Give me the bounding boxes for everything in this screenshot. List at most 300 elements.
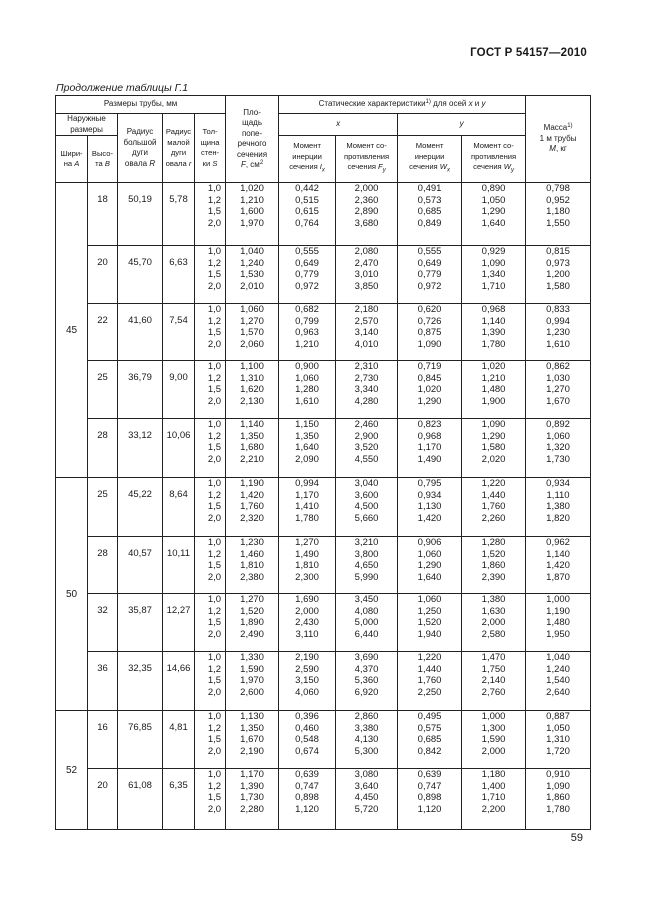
- area-cell: [226, 361, 279, 419]
- table-body: [56, 183, 591, 830]
- fy-value: 2,310: [354, 361, 379, 372]
- wy-value: 2,200: [481, 803, 506, 815]
- radius-small-cell-value: 6,35: [169, 780, 188, 791]
- wall-value: 1,2: [207, 663, 222, 675]
- mass-value: 1,310: [546, 734, 570, 746]
- area-value: 1,390: [240, 780, 264, 792]
- wall-value: 1,5: [207, 327, 222, 339]
- wall-value: 1,0: [207, 769, 222, 780]
- area-value: 2,380: [240, 571, 264, 583]
- table-row: [56, 652, 591, 711]
- ix-cell: [279, 361, 336, 419]
- wall-value: 2,0: [207, 512, 222, 524]
- fy-value: 3,080: [354, 769, 379, 780]
- radius-big-cell: [118, 361, 163, 419]
- ix-header: Момент инерции сечения $I_x$: [279, 136, 336, 183]
- ix-value: 0,615: [295, 206, 319, 218]
- height-b-cell: [88, 361, 118, 419]
- ix-value: 0,898: [295, 792, 319, 804]
- area-value: 2,190: [240, 745, 264, 757]
- wall-value: 1,0: [207, 419, 222, 430]
- fy-value: 3,380: [354, 722, 379, 734]
- wx-value: 1,250: [417, 605, 442, 617]
- axis-x-header: x: [279, 114, 398, 136]
- ix-value: 0,460: [295, 722, 319, 734]
- ix-value: 1,810: [295, 560, 319, 572]
- wx-value: 0,875: [417, 327, 442, 339]
- height-b-cell-value: 25: [97, 489, 108, 500]
- mass-value: 1,540: [546, 675, 570, 687]
- radius-big-cell-value: 32,35: [128, 663, 152, 674]
- ix-cell: [279, 769, 336, 830]
- wall-cell: [195, 537, 226, 594]
- wx-value: 1,640: [417, 571, 442, 583]
- wall-value: 1,2: [207, 780, 222, 792]
- ix-value: 2,190: [295, 652, 319, 663]
- fy-value: 2,000: [354, 183, 379, 194]
- mass-value: 1,140: [546, 548, 570, 560]
- wy-value: 1,470: [481, 652, 506, 663]
- wall-value: 1,5: [207, 206, 222, 218]
- wy-value: 1,340: [481, 269, 506, 281]
- wall-cell: [195, 594, 226, 652]
- wx-value: 1,090: [417, 338, 442, 350]
- fy-value: 5,300: [354, 745, 379, 757]
- wx-value: 0,491: [417, 183, 442, 194]
- height-b-cell-value: 32: [97, 605, 108, 616]
- fy-value: 2,900: [354, 430, 379, 442]
- wy-cell: [462, 246, 526, 304]
- ix-value: 1,610: [295, 395, 319, 407]
- fy-value: 2,730: [354, 372, 379, 384]
- table-row: [56, 246, 591, 304]
- wall-cell: [195, 419, 226, 478]
- wall-value: 2,0: [207, 338, 222, 350]
- wy-value: 2,760: [481, 686, 506, 698]
- fy-value: 2,470: [354, 257, 379, 269]
- ix-value: 2,590: [295, 663, 319, 675]
- area-value: 1,420: [240, 489, 264, 501]
- fy-value: 5,660: [354, 512, 379, 524]
- fy-value: 3,140: [354, 327, 379, 339]
- radius-small-cell-value: 6,63: [169, 257, 188, 268]
- radius-small-cell: [163, 594, 195, 652]
- wall-value: 1,5: [207, 734, 222, 746]
- wall-cell: [195, 652, 226, 711]
- fy-value: 4,130: [354, 734, 379, 746]
- table-row: [56, 594, 591, 652]
- wall-value: 1,5: [207, 442, 222, 454]
- wall-value: 1,2: [207, 315, 222, 327]
- ix-cell: [279, 594, 336, 652]
- fy-cell: [336, 419, 398, 478]
- mass-cell: [526, 183, 591, 246]
- wy-cell: [462, 652, 526, 711]
- wall-cell: [195, 183, 226, 246]
- wy-value: 1,220: [481, 478, 506, 489]
- wy-cell: [462, 183, 526, 246]
- height-b-cell: [88, 711, 118, 769]
- radius-small-cell-value: 10,06: [166, 430, 191, 441]
- wy-value: 1,290: [481, 206, 506, 218]
- wy-value: 1,050: [481, 194, 506, 206]
- wy-cell: [462, 304, 526, 361]
- radius-big-cell-value: 45,70: [128, 257, 152, 268]
- area-value: 1,170: [240, 769, 264, 780]
- wx-value: 1,290: [417, 560, 442, 572]
- ix-value: 2,090: [295, 453, 319, 465]
- radius-small-cell: [163, 769, 195, 830]
- wy-cell: [462, 769, 526, 830]
- ix-value: 1,150: [295, 419, 319, 430]
- area-value: 2,130: [240, 395, 264, 407]
- wall-cell: [195, 246, 226, 304]
- fy-value: 6,920: [354, 686, 379, 698]
- area-cell: [226, 419, 279, 478]
- ix-value: 0,963: [295, 327, 319, 339]
- mass-cell: [526, 537, 591, 594]
- mass-value: 0,833: [546, 304, 570, 315]
- wy-value: 1,630: [481, 605, 506, 617]
- wall-value: 1,2: [207, 605, 222, 617]
- outer-sizes-header: Наружные размеры: [56, 114, 118, 136]
- wy-value: 1,710: [481, 280, 506, 292]
- mass-value: 0,887: [546, 711, 570, 722]
- document-header: ГОСТ Р 54157—2010: [470, 47, 587, 59]
- fy-value: 4,550: [354, 453, 379, 465]
- wx-value: 0,685: [417, 206, 442, 218]
- static-header: Статические характеристики$^{1)}$ для осей x и y: [279, 96, 526, 114]
- wx-value: 0,934: [417, 489, 442, 501]
- wx-value: 0,779: [417, 269, 442, 281]
- radius-small-cell-value: 4,81: [169, 722, 188, 733]
- wall-value: 1,5: [207, 560, 222, 572]
- mass-value: 1,110: [546, 489, 570, 501]
- radius-small-cell-value: 8,64: [169, 489, 188, 500]
- page-number: 59: [570, 832, 583, 844]
- wall-cell: [195, 711, 226, 769]
- ix-cell: [279, 419, 336, 478]
- wy-value: 1,780: [481, 338, 506, 350]
- wy-header: Момент со- противления сечения $W_y$: [462, 136, 526, 183]
- ix-value: 1,350: [295, 430, 319, 442]
- table-row: [56, 769, 591, 830]
- height-b-cell: [88, 246, 118, 304]
- area-cell: [226, 711, 279, 769]
- radius-small-header: Радиус малой дуги овала r: [163, 114, 195, 183]
- wall-value: 1,5: [207, 501, 222, 513]
- wy-value: 1,480: [481, 384, 506, 396]
- fy-cell: [336, 183, 398, 246]
- mass-value: 1,720: [546, 745, 570, 757]
- table-head: [56, 96, 591, 183]
- fy-value: 3,690: [354, 652, 379, 663]
- fy-value: 2,460: [354, 419, 379, 430]
- radius-small-cell: [163, 304, 195, 361]
- fy-value: 3,450: [354, 594, 379, 605]
- area-value: 2,060: [240, 338, 264, 350]
- width-a-header: Шири- на A: [56, 136, 88, 183]
- radius-small-cell: [163, 419, 195, 478]
- ix-value: 0,639: [295, 769, 319, 780]
- height-b-header: Высо- та B: [88, 136, 118, 183]
- radius-big-header: Радиус большой дуги овала R: [118, 114, 163, 183]
- wall-value: 2,0: [207, 453, 222, 465]
- wx-value: 1,290: [417, 395, 442, 407]
- fy-value: 3,040: [354, 478, 379, 489]
- radius-small-cell-value: 12,27: [166, 605, 191, 616]
- wx-value: 0,555: [417, 246, 442, 257]
- wy-value: 2,390: [481, 571, 506, 583]
- wx-value: 0,495: [417, 711, 442, 722]
- wx-value: 0,842: [417, 745, 442, 757]
- height-b-cell-value: 20: [97, 257, 108, 268]
- wy-value: 1,440: [481, 489, 506, 501]
- table-row: [56, 711, 591, 769]
- wy-value: 1,710: [481, 792, 506, 804]
- area-value: 1,620: [240, 384, 264, 396]
- height-b-cell-value: 18: [97, 194, 108, 205]
- ix-value: 0,442: [295, 183, 319, 194]
- wx-cell: [398, 304, 462, 361]
- wall-value: 1,0: [207, 246, 222, 257]
- height-b-cell-value: 16: [97, 722, 108, 733]
- radius-big-cell-value: 61,08: [128, 780, 152, 791]
- ix-cell: [279, 304, 336, 361]
- area-value: 1,600: [240, 206, 264, 218]
- area-value: 1,730: [240, 792, 264, 804]
- fy-cell: [336, 537, 398, 594]
- mass-value: 2,640: [546, 686, 570, 698]
- fy-cell: [336, 478, 398, 537]
- fy-value: 3,600: [354, 489, 379, 501]
- table-row: [56, 537, 591, 594]
- ix-cell: [279, 183, 336, 246]
- height-b-cell-value: 20: [97, 780, 108, 791]
- mass-cell: [526, 711, 591, 769]
- fy-value: 3,010: [354, 269, 379, 281]
- radius-big-cell: [118, 711, 163, 769]
- wx-value: 0,575: [417, 722, 442, 734]
- ix-value: 2,300: [295, 571, 319, 583]
- ix-value: 0,994: [295, 478, 319, 489]
- fy-value: 2,570: [354, 315, 379, 327]
- radius-big-cell: [118, 246, 163, 304]
- mass-value: 1,190: [546, 605, 570, 617]
- wy-value: 2,000: [481, 745, 506, 757]
- area-value: 1,230: [240, 537, 264, 548]
- radius-big-cell: [118, 183, 163, 246]
- fy-cell: [336, 594, 398, 652]
- wx-value: 0,849: [417, 217, 442, 229]
- wy-value: 1,180: [481, 769, 506, 780]
- wy-value: 1,140: [481, 315, 506, 327]
- area-value: 1,680: [240, 442, 264, 454]
- height-b-cell: [88, 594, 118, 652]
- area-value: 1,350: [240, 722, 264, 734]
- radius-big-cell: [118, 478, 163, 537]
- radius-big-cell-value: 76,85: [128, 722, 152, 733]
- wx-cell: [398, 711, 462, 769]
- wy-value: 1,750: [481, 663, 506, 675]
- pipe-properties-table: [55, 95, 591, 830]
- mass-value: 1,950: [546, 628, 570, 640]
- wy-value: 1,390: [481, 327, 506, 339]
- wy-value: 1,640: [481, 217, 506, 229]
- wy-value: 1,520: [481, 548, 506, 560]
- radius-big-cell: [118, 769, 163, 830]
- mass-header: Масса$^{1)}$ 1 м трубы M, кг: [526, 96, 591, 183]
- mass-cell: [526, 594, 591, 652]
- wx-value: 0,906: [417, 537, 442, 548]
- fy-cell: [336, 304, 398, 361]
- fy-value: 3,210: [354, 537, 379, 548]
- ix-value: 1,270: [295, 537, 319, 548]
- ix-value: 1,170: [295, 489, 319, 501]
- ix-value: 1,280: [295, 384, 319, 396]
- area-cell: [226, 769, 279, 830]
- ix-value: 1,060: [295, 372, 319, 384]
- height-b-cell-value: 22: [97, 315, 108, 326]
- mass-value: 1,380: [546, 501, 570, 513]
- area-value: 1,460: [240, 548, 264, 560]
- wx-cell: [398, 419, 462, 478]
- width-a-cell: 52: [56, 711, 88, 830]
- width-a-cell: 45: [56, 183, 88, 478]
- area-value: 2,280: [240, 803, 264, 815]
- radius-small-cell-value: 7,54: [169, 315, 188, 326]
- wx-value: 1,130: [417, 501, 442, 513]
- wall-cell: [195, 304, 226, 361]
- area-cell: [226, 246, 279, 304]
- mass-value: 1,200: [546, 269, 570, 281]
- wx-value: 0,620: [417, 304, 442, 315]
- wy-value: 1,090: [481, 419, 506, 430]
- mass-value: 0,815: [546, 246, 570, 257]
- wx-value: 2,250: [417, 686, 442, 698]
- area-value: 1,520: [240, 605, 264, 617]
- wall-value: 2,0: [207, 280, 222, 292]
- area-value: 1,210: [240, 194, 264, 206]
- ix-value: 0,396: [295, 711, 319, 722]
- area-value: 1,760: [240, 501, 264, 513]
- area-value: 1,240: [240, 257, 264, 269]
- mass-value: 1,180: [546, 206, 570, 218]
- wx-value: 1,170: [417, 442, 442, 454]
- wall-value: 2,0: [207, 628, 222, 640]
- height-b-cell-value: 25: [97, 372, 108, 383]
- table-row: [56, 304, 591, 361]
- wy-value: 2,260: [481, 512, 506, 524]
- wall-cell: [195, 478, 226, 537]
- wx-cell: [398, 652, 462, 711]
- height-b-cell: [88, 769, 118, 830]
- wall-value: 1,5: [207, 792, 222, 804]
- wall-value: 2,0: [207, 686, 222, 698]
- height-b-cell-value: 28: [97, 430, 108, 441]
- table-row: [56, 183, 591, 246]
- area-value: 1,590: [240, 663, 264, 675]
- radius-small-cell: [163, 246, 195, 304]
- mass-value: 1,860: [546, 792, 570, 804]
- mass-value: 1,270: [546, 384, 570, 396]
- wx-value: 0,639: [417, 769, 442, 780]
- fy-value: 4,010: [354, 338, 379, 350]
- ix-value: 1,490: [295, 548, 319, 560]
- wall-value: 2,0: [207, 217, 222, 229]
- ix-value: 0,900: [295, 361, 319, 372]
- mass-value: 1,870: [546, 571, 570, 583]
- area-cell: [226, 478, 279, 537]
- mass-value: 1,040: [546, 652, 570, 663]
- fy-value: 3,520: [354, 442, 379, 454]
- width-a-cell: 50: [56, 478, 88, 711]
- wx-cell: [398, 769, 462, 830]
- wx-cell: [398, 537, 462, 594]
- mass-cell: [526, 304, 591, 361]
- fy-cell: [336, 711, 398, 769]
- ix-cell: [279, 652, 336, 711]
- height-b-cell: [88, 537, 118, 594]
- area-value: 1,570: [240, 327, 264, 339]
- ix-value: 4,060: [295, 686, 319, 698]
- wall-value: 2,0: [207, 395, 222, 407]
- area-value: 1,130: [240, 711, 264, 722]
- ix-value: 1,690: [295, 594, 319, 605]
- mass-cell: [526, 478, 591, 537]
- wx-value: 0,968: [417, 430, 442, 442]
- radius-small-cell: [163, 361, 195, 419]
- radius-small-cell-value: 10,11: [166, 548, 191, 559]
- area-value: 1,890: [240, 617, 264, 629]
- area-value: 1,140: [240, 419, 264, 430]
- ix-cell: [279, 246, 336, 304]
- wy-value: 1,300: [481, 722, 506, 734]
- area-value: 2,320: [240, 512, 264, 524]
- wy-value: 1,860: [481, 560, 506, 572]
- wy-value: 1,590: [481, 734, 506, 746]
- wall-value: 1,2: [207, 430, 222, 442]
- wall-value: 1,2: [207, 722, 222, 734]
- ix-value: 0,779: [295, 269, 319, 281]
- fy-value: 2,860: [354, 711, 379, 722]
- radius-big-cell: [118, 652, 163, 711]
- mass-value: 0,952: [546, 194, 570, 206]
- wall-value: 1,0: [207, 594, 222, 605]
- ix-value: 2,430: [295, 617, 319, 629]
- fy-value: 2,890: [354, 206, 379, 218]
- area-value: 1,270: [240, 594, 264, 605]
- mass-value: 1,480: [546, 617, 570, 629]
- wall-cell: [195, 361, 226, 419]
- ix-value: 0,649: [295, 257, 319, 269]
- area-value: 1,020: [240, 183, 264, 194]
- wall-value: 1,2: [207, 257, 222, 269]
- radius-big-cell: [118, 419, 163, 478]
- area-value: 2,010: [240, 280, 264, 292]
- fy-value: 4,280: [354, 395, 379, 407]
- area-value: 1,350: [240, 430, 264, 442]
- area-cell: [226, 652, 279, 711]
- wy-value: 0,890: [481, 183, 506, 194]
- mass-cell: [526, 419, 591, 478]
- wx-value: 0,972: [417, 280, 442, 292]
- radius-big-cell: [118, 537, 163, 594]
- mass-value: 1,730: [546, 453, 570, 465]
- fy-value: 4,450: [354, 792, 379, 804]
- ix-value: 0,747: [295, 780, 319, 792]
- radius-big-cell-value: 45,22: [128, 489, 152, 500]
